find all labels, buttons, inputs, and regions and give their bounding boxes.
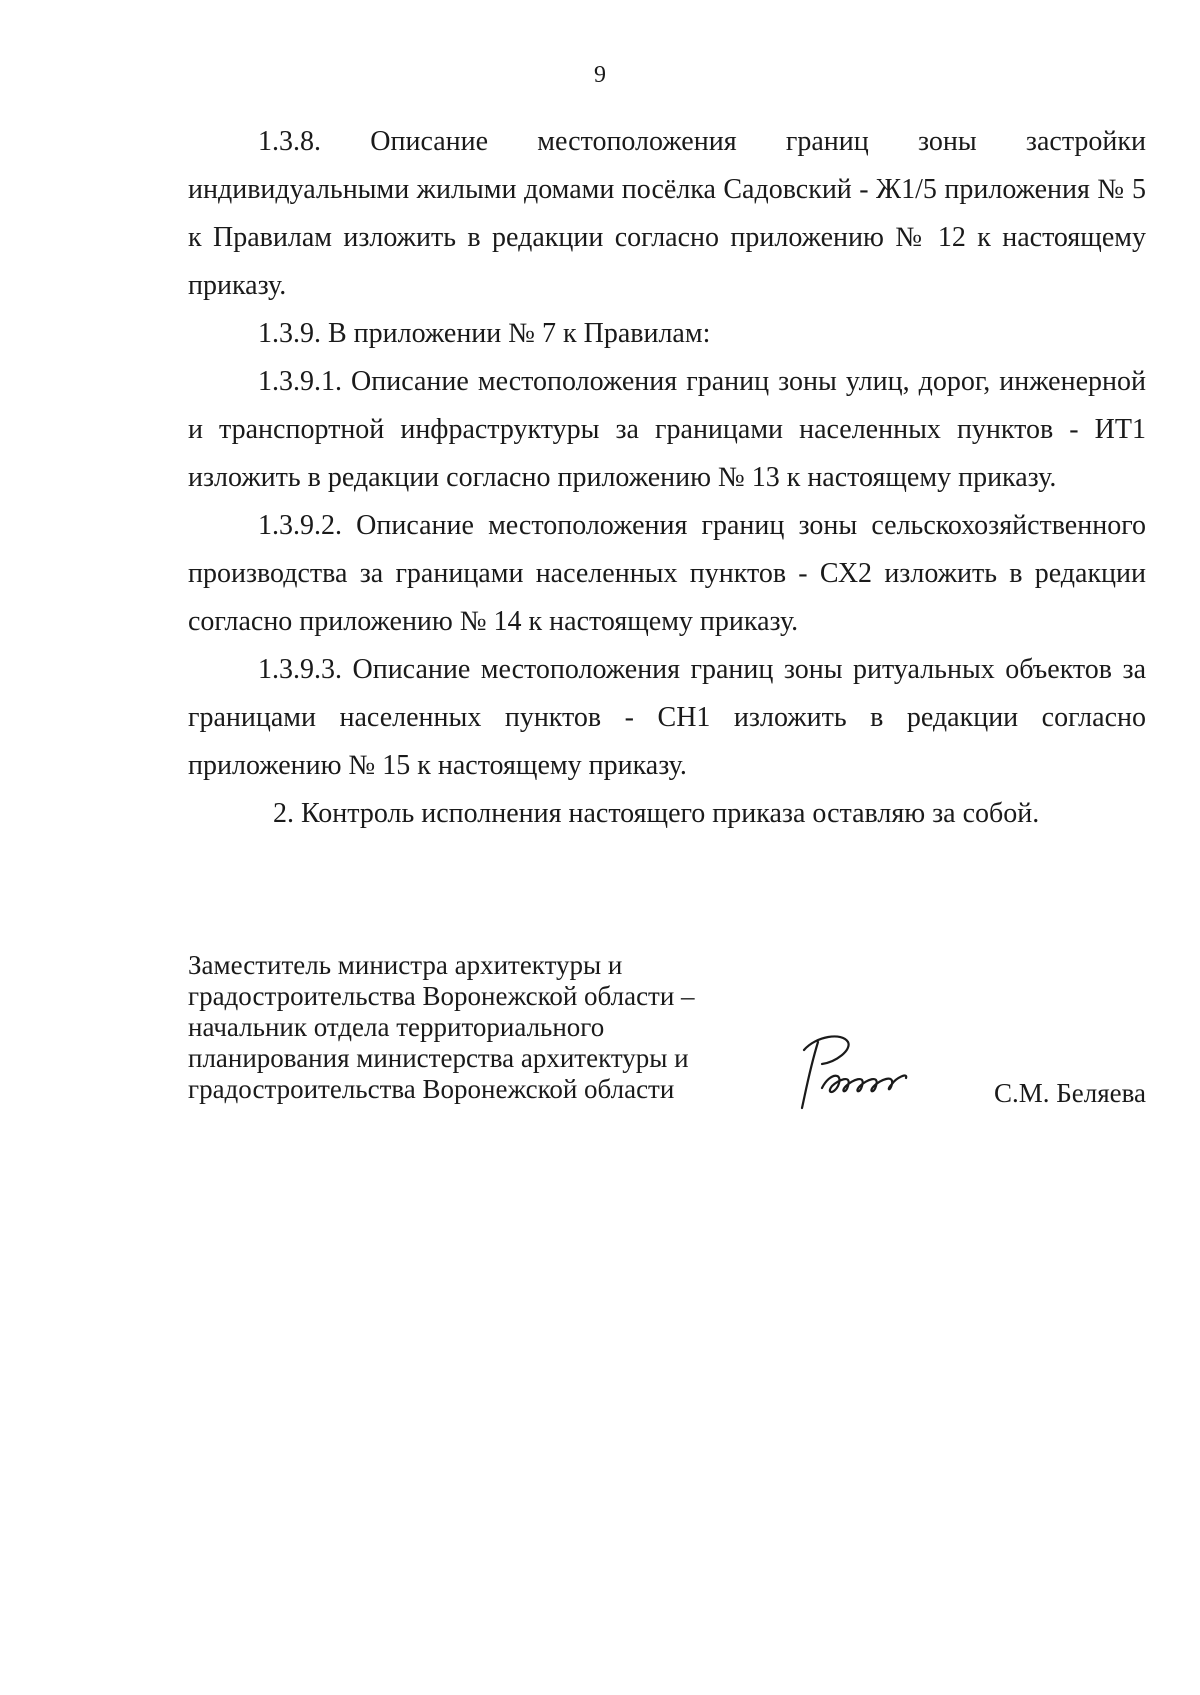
paragraph-2: 2. Контроль исполнения настоящего приказа оставляю за собой.: [273, 798, 1040, 829]
paragraph-1-3-9-2: 1.3.9.2. Описание местоположения границ зоны сельскохозяйственного производства за границами населенных пунктов - СХ2 изложить в редакции согласно приложению № 14 к настоящему приказу.: [188, 510, 1146, 637]
signer-title-line: планирования министерства архитектуры и: [188, 1043, 689, 1073]
signer-title-line: начальник отдела территориального: [188, 1012, 605, 1042]
signer-title-line: Заместитель министра архитектуры и: [188, 950, 623, 980]
signer-title: [188, 950, 748, 1105]
document-body: [188, 118, 1146, 838]
paragraph-1-3-8: 1.3.8. Описание местоположения границ зоны застройки индивидуальными жилыми домами посёлка Садовский - Ж1/5 приложения № 5 к Правилам изложить в редакции согласно приложению № 12 к настоящему приказу.: [188, 126, 1146, 301]
page-number: 9: [594, 62, 606, 88]
handwritten-signature: [796, 1028, 956, 1118]
paragraph-1-3-9-1: 1.3.9.1. Описание местоположения границ зоны улиц, дорог, инженерной и транспортной инфраструктуры за границами населенных пунктов - ИТ1 изложить в редакции согласно приложению № 13 к настоящему приказу.: [188, 366, 1146, 493]
paragraph-1-3-9: 1.3.9. В приложении № 7 к Правилам:: [258, 318, 711, 349]
signature-block: [188, 950, 1146, 1130]
signer-title-line: градостроительства Воронежской области: [188, 1074, 675, 1104]
paragraph-1-3-9-3: 1.3.9.3. Описание местоположения границ зоны ритуальных объектов за границами населенных пунктов - СН1 изложить в редакции согласно приложению № 15 к настоящему приказу.: [188, 654, 1146, 781]
signer-name: С.М. Беляева: [993, 1078, 1146, 1108]
signer-title-line: градостроительства Воронежской области –: [188, 981, 695, 1011]
